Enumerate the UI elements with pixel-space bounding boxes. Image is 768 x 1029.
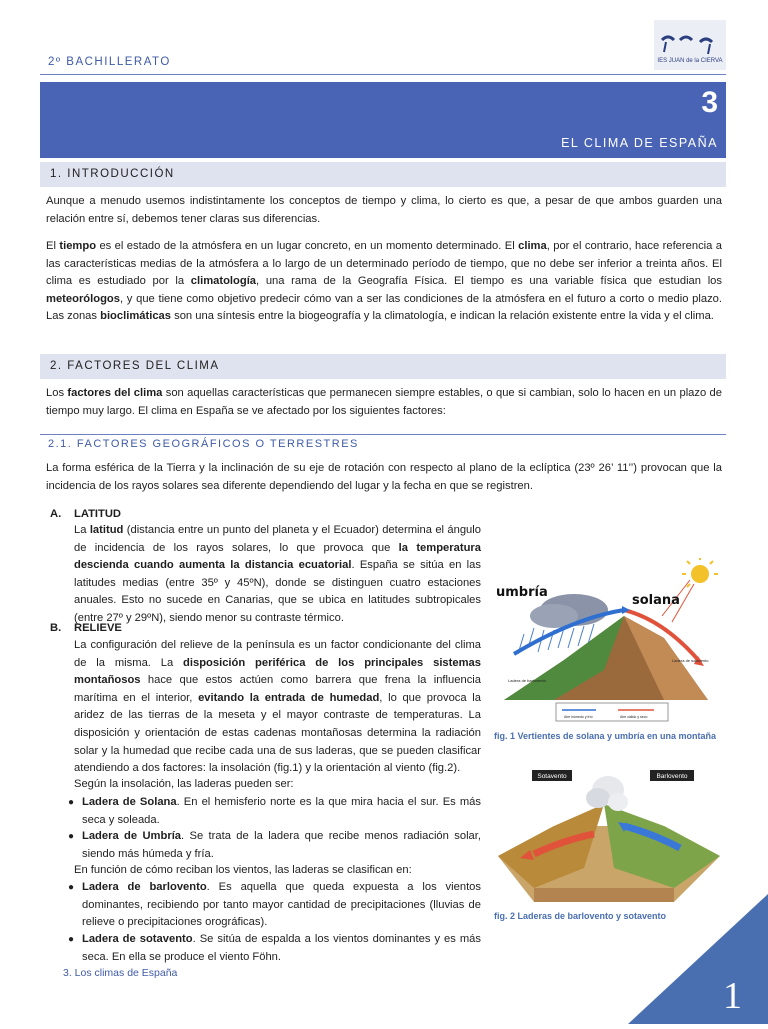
header-rule	[40, 74, 726, 75]
item-a-title: LATITUD	[74, 508, 122, 520]
viento-intro: En función de cómo reciban los vientos, las laderas se clasifican en:	[74, 864, 412, 876]
fig2-label-sotavento: Sotavento	[537, 773, 567, 780]
bullet-icon: ●	[68, 797, 75, 808]
fig1-small-sotavento: Ladera de sotavento	[672, 658, 709, 663]
intro-paragraph-2: El tiempo es el estado de la atmósfera en un lugar concreto, en un momento determinado. El clima, por el contrario, hace referencia a las características medias de la atmósfera a lo largo de un determinado período de tiempo, que no debe ser inferior a treinta años. El clima es estudiado por la climatología, una rama de la Geografía Física. El tiempo es una variable física que estudian los meteorólogos, y que tiene como objetivo predecir cómo van a ser las condiciones de la atmósfera en el futuro a corto o medio plazo. Las zonas bioclimáticas son una síntesis entre la biogeografía y la climatología, e indican la relación existente entre la vida y el clima.	[46, 240, 723, 323]
school-logo	[654, 20, 726, 70]
subsection-heading: 2.1. FACTORES GEOGRÁFICOS O TERRESTRES	[48, 438, 359, 450]
section-heading-introduccion: 1. INTRODUCCIÓN	[40, 162, 726, 187]
fig2-label-barlovento: Barlovento	[656, 773, 688, 780]
bullet-umbria: ● Ladera de Umbría. Se trata de la ladera que recibe menos radiación solar, siendo más húmeda y fría.	[68, 830, 481, 860]
fig2-caption: fig. 2 Laderas de barlovento y sotavento	[494, 911, 667, 921]
chapter-number: 3	[701, 86, 718, 119]
subsection-rule	[40, 434, 726, 435]
geografico-paragraph: La forma esférica de la Tierra y la inclinación de su eje de rotación con respecto al plano de la eclíptica (23º 26’ 11’’) provocan que la incidencia de los rayos solares sea diferente dependiendo del lugar y la fecha en que se registren.	[46, 462, 722, 492]
bullet-icon: ●	[68, 831, 75, 842]
fig1-legend-warm: Aire cálido y seco	[620, 715, 648, 719]
item-b-title: RELIEVE	[74, 622, 122, 634]
bullet-solana: ● Ladera de Solana. En el hemisferio norte es la que mira hacia el sur. Es más seca y soleada.	[68, 796, 481, 826]
fig1-legend-cold: Aire húmedo y frío	[564, 715, 593, 719]
page-number: 1	[723, 975, 742, 1017]
bullet-icon: ●	[68, 934, 75, 945]
course-label: 2º BACHILLERATO	[48, 56, 171, 68]
fig1-label-solana: solana	[632, 593, 680, 608]
fig1-label-umbria: umbría	[496, 585, 548, 600]
logo-text: IES JUAN de la CIERVA	[657, 58, 723, 64]
intro-paragraph-1: Aunque a menudo usemos indistintamente los conceptos de tiempo y clima, lo cierto es que, a pesar de que ambos guarden una relación entre sí, debemos tener claras sus diferencias.	[46, 195, 722, 225]
insolacion-intro: Según la insolación, las laderas pueden ser:	[74, 778, 294, 790]
item-a-label: A.	[50, 508, 62, 520]
factores-paragraph: Los factores del clima son aquellas características que permanecen siempre estables, o que si cambian, solo lo hacen en un plazo de tiempo muy largo. El clima en España se ve afectado por los siguientes factores:	[46, 387, 723, 417]
bullet-sotavento: ● Ladera de sotavento. Se sitúa de espalda a los vientos dominantes y es más seca. En ella se produce el viento Föhn.	[68, 933, 481, 963]
footer-next-section-link[interactable]: 3. Los climas de España	[63, 967, 178, 979]
fig1-small-barlovento: Ladera de barlovento	[508, 678, 546, 683]
bullet-icon: ●	[68, 882, 75, 893]
relieve-paragraph: La configuración del relieve de la península es un factor condicionante del clima de la misma. La disposición periférica de los principales sistemas montañosos hace que estos actúen como barrera que frena la influencia marítima en el interior, evitando la entrada de humedad, lo que provoca la aridez de las tierras de la meseta y el mayor contraste de temperaturas. La disposición y orientación de estas cadenas montañosas determina la radiación solar y la humedad que recibe cada una de sus laderas, que se pueden clasificar atendiendo a dos factores: la insolación (fig.1) y la orientación al viento (fig.2).	[74, 639, 481, 775]
chapter-banner	[40, 82, 726, 158]
latitud-paragraph: La latitud (distancia entre un punto del planeta y el Ecuador) determina el ángulo de incidencia de los rayos solares, lo que provoca que la temperatura descienda cuando aumenta la distancia ecuatorial. España se sitúa en las latitudes medias (entre 35º y 45ºN), donde se distinguen cuatro estaciones anuales. Esto no sucede en Canarias, que se ubica en latitudes subtropicales (entre 27º y 29ºN), siendo menor su contraste térmico.	[74, 524, 481, 624]
section-heading-factores: 2. FACTORES DEL CLIMA	[40, 354, 726, 379]
item-b-label: B.	[50, 622, 62, 634]
figure-barlovento-sotavento	[494, 768, 724, 906]
chapter-title: EL CLIMA DE ESPAÑA	[561, 136, 718, 150]
bullet-barlovento: ● Ladera de barlovento. Es aquella que queda expuesta a los vientos dominantes, recibiendo por tanto mayor cantidad de precipitaciones (lluvias de relieve o precipitaciones orográficas).	[68, 881, 481, 929]
page-corner-triangle	[628, 894, 768, 1024]
fig1-caption: fig. 1 Vertientes de solana y umbría en una montaña	[494, 731, 717, 741]
figure-solana-umbria	[494, 558, 724, 724]
